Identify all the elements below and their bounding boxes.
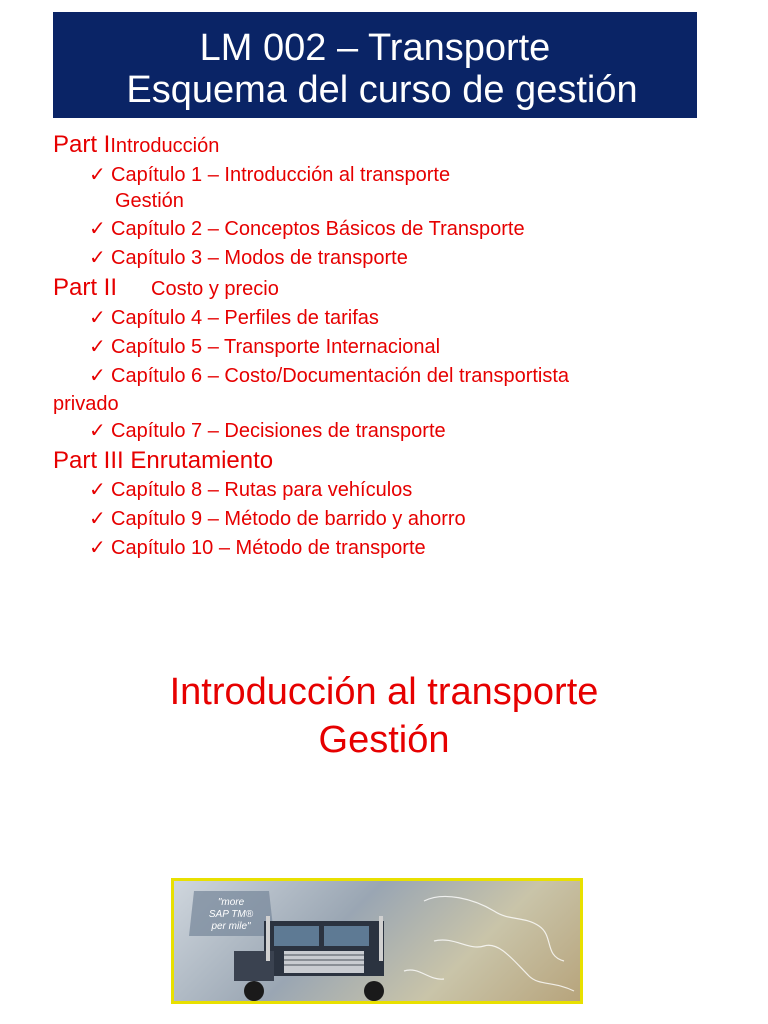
checkmark-icon: ✓	[89, 336, 106, 358]
part-1-label: Part I	[53, 131, 111, 158]
checkmark-icon: ✓	[89, 164, 106, 186]
checkmark-icon: ✓	[89, 307, 106, 329]
chapter-1	[53, 161, 733, 190]
part-2-subtitle: Costo y precio	[151, 278, 279, 300]
chapter-1-continuation: Gestión	[115, 190, 184, 212]
chapter-9-text: Capítulo 9 – Método de barrido y ahorro	[111, 508, 466, 530]
checkmark-icon: ✓	[89, 537, 106, 559]
chapter-10	[53, 534, 733, 563]
chapter-3	[53, 244, 733, 273]
part-3-label: Part III	[53, 447, 124, 474]
chapter-9	[53, 505, 733, 534]
truck-banner-image	[171, 878, 583, 1004]
section-heading	[0, 668, 768, 764]
world-map-lines	[404, 896, 574, 991]
chapter-2-text: Capítulo 2 – Conceptos Básicos de Transporte	[111, 218, 525, 240]
chapter-8-text: Capítulo 8 – Rutas para vehículos	[111, 479, 413, 501]
chapter-5	[53, 333, 733, 362]
title-line-1: LM 002 – Transporte	[199, 27, 551, 69]
checkmark-icon: ✓	[89, 479, 106, 501]
chapter-6	[53, 362, 733, 391]
part-1-heading	[53, 130, 733, 161]
slogan-line-1: "more	[217, 897, 245, 908]
checkmark-icon: ✓	[89, 420, 106, 442]
chapter-3-text: Capítulo 3 – Modos de transporte	[111, 247, 408, 269]
chapter-6-text: Capítulo 6 – Costo/Documentación del transportista	[111, 365, 570, 387]
checkmark-icon: ✓	[89, 365, 106, 387]
chapter-4-text: Capítulo 4 – Perfiles de tarifas	[111, 307, 379, 329]
slogan-badge	[196, 897, 266, 933]
chapter-7	[53, 417, 733, 446]
part-3-heading	[53, 446, 733, 476]
part-2-label: Part II	[53, 274, 118, 301]
part-3-subtitle: Enrutamiento	[130, 447, 274, 474]
slogan-line-2: SAP TM®	[208, 909, 254, 920]
title-line-2: Esquema del curso de gestión	[126, 69, 638, 111]
part-1-subtitle: Introducción	[110, 135, 220, 157]
section-heading-line-1: Introducción al transporte	[169, 671, 599, 713]
chapter-4	[53, 304, 733, 333]
chapter-7-text: Capítulo 7 – Decisiones de transporte	[111, 420, 446, 442]
checkmark-icon: ✓	[89, 247, 106, 269]
course-outline	[53, 130, 733, 563]
title-banner	[53, 12, 697, 118]
part-2-heading	[53, 273, 733, 304]
chapter-5-text: Capítulo 5 – Transporte Internacional	[111, 336, 441, 358]
chapter-2	[53, 215, 733, 244]
slogan-line-3: per mile"	[211, 921, 251, 932]
chapter-6-continuation: privado	[53, 393, 119, 415]
checkmark-icon: ✓	[89, 508, 106, 530]
chapter-8	[53, 476, 733, 505]
section-heading-line-2: Gestión	[318, 719, 450, 761]
checkmark-icon: ✓	[89, 218, 106, 240]
chapter-1-text: Capítulo 1 – Introducción al transporte	[111, 164, 451, 186]
chapter-10-text: Capítulo 10 – Método de transporte	[111, 537, 426, 559]
